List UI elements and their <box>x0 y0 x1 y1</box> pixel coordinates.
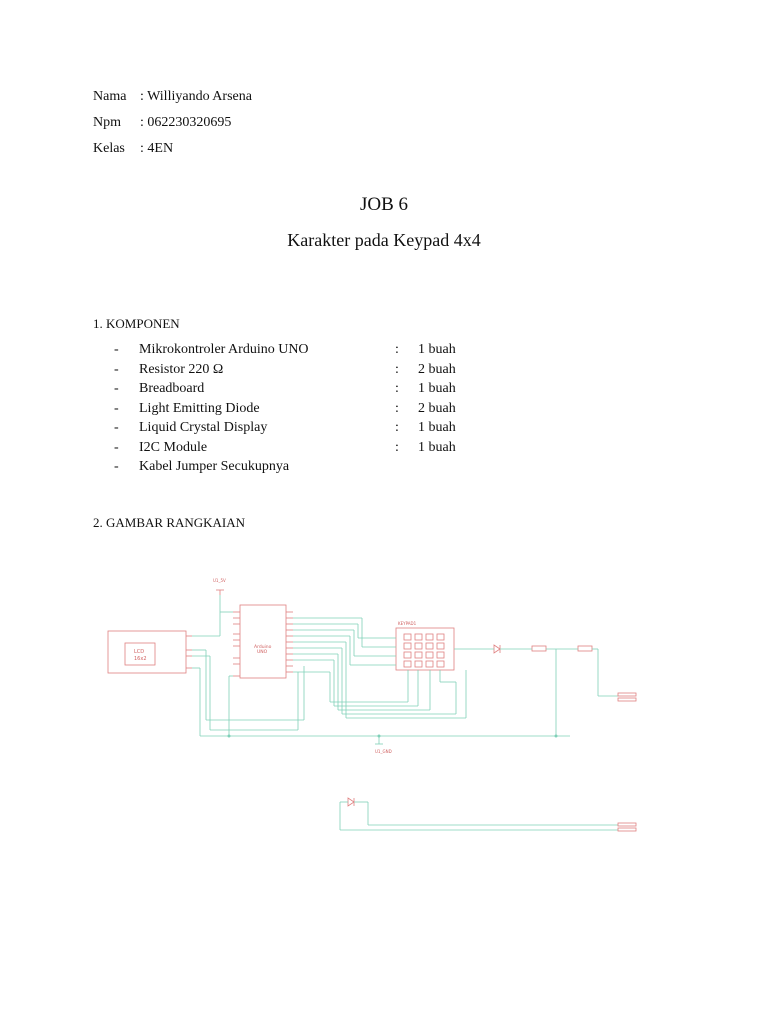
circuit-schematic <box>100 572 650 762</box>
list-item: - Liquid Crystal Display : 1 buah <box>114 420 456 435</box>
ground-label: U1_GND <box>375 749 392 754</box>
wires <box>192 595 570 754</box>
lcd-label: LCD <box>134 649 145 655</box>
list-item: - Breadboard : 1 buah <box>114 381 456 396</box>
arduino-label: Arduino <box>254 645 272 650</box>
list-item: - Light Emitting Diode : 2 buah <box>114 400 456 416</box>
component-name: Breadboard <box>139 381 205 396</box>
svg-text:UNO: UNO <box>257 650 268 655</box>
component-qty: 1 buah <box>418 342 456 357</box>
list-item: - I2C Module : 1 buah <box>114 439 456 455</box>
name-value: : Williyando Arsena <box>140 89 252 104</box>
led-schematic <box>330 792 650 842</box>
component-qty: 2 buah <box>418 400 456 416</box>
arduino-uno <box>233 605 293 678</box>
job-subtitle: Karakter pada Keypad 4x4 <box>287 230 481 250</box>
kelas-label: Kelas <box>93 141 125 156</box>
npm-value: : 062230320695 <box>140 115 232 130</box>
list-item: - Kabel Jumper Secukupnya <box>114 459 290 474</box>
component-name: Light Emitting Diode <box>139 400 260 416</box>
component-qty: 2 buah <box>418 361 456 377</box>
component-qty: 1 buah <box>418 420 456 435</box>
job-title: JOB 6 <box>359 194 409 215</box>
component-name: Liquid Crystal Display <box>139 420 268 435</box>
component-qty: 1 buah <box>418 381 456 396</box>
lcd-module <box>108 631 192 673</box>
list-item: - Resistor 220 Ω : 2 buah <box>114 361 456 377</box>
keypad-4x4 <box>396 621 454 670</box>
npm-row <box>93 114 231 132</box>
kelas-row <box>93 140 173 158</box>
component-list <box>114 342 474 479</box>
component-name: Mikrokontroler Arduino UNO <box>139 342 309 357</box>
led-symbol <box>348 798 354 806</box>
name-label: Nama <box>93 89 127 104</box>
supply-symbol <box>213 578 226 595</box>
component-qty: 1 buah <box>418 439 456 455</box>
component-name: I2C Module <box>139 439 208 455</box>
list-item: - Mikrokontroler Arduino UNO : 1 buah <box>114 342 456 357</box>
supply-label: U1_5V <box>213 578 226 583</box>
keypad-label: KEYPAD1 <box>398 621 417 626</box>
svg-text:16x2: 16x2 <box>134 656 147 662</box>
component-name: Kabel Jumper Secukupnya <box>139 459 290 474</box>
kelas-value: : 4EN <box>140 141 174 156</box>
section-gambar-heading: 2. GAMBAR RANGKAIAN <box>93 515 246 530</box>
name-row <box>93 88 252 106</box>
section-komponen-heading: 1. KOMPONEN <box>93 316 180 331</box>
led-resistor-chain <box>454 645 636 701</box>
npm-label: Npm <box>93 115 121 130</box>
component-name: Resistor 220 Ω <box>139 361 224 377</box>
